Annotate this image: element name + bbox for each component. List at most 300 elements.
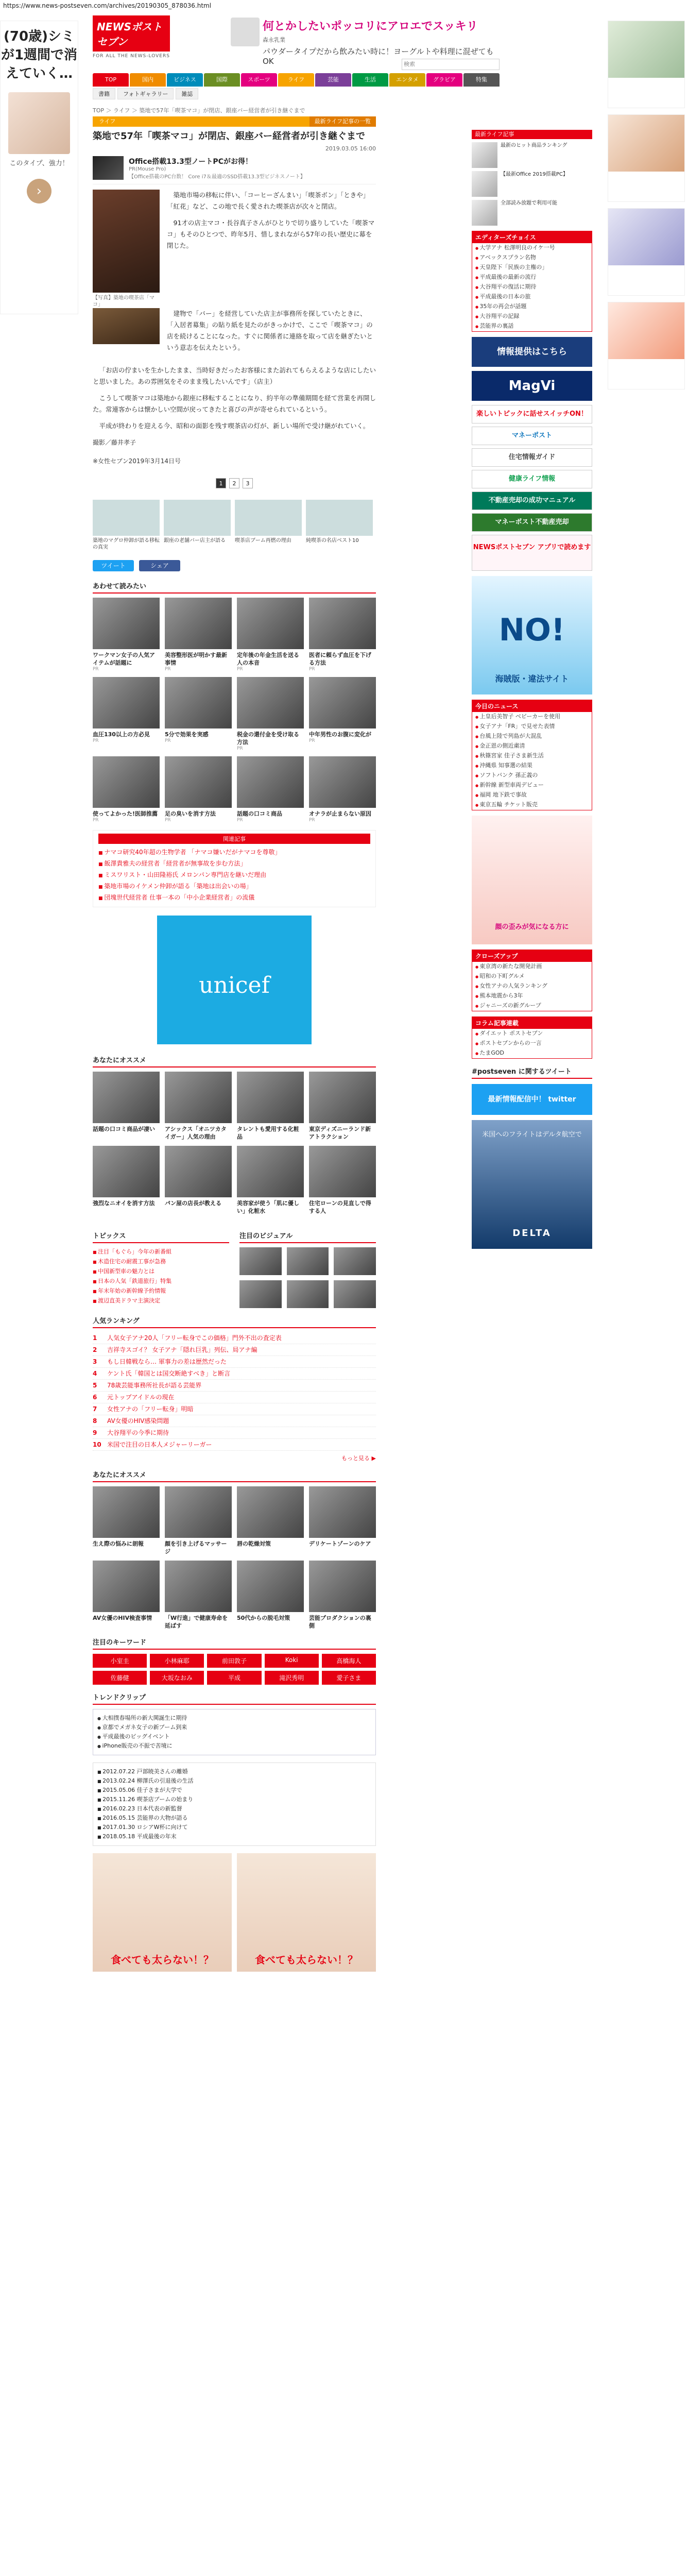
topic-link[interactable]: ■ 注目「もぐら」今年の新番組 [93, 1247, 229, 1257]
today-news-box [472, 700, 592, 810]
sidebar-mid-ad-text: 顔の歪みが気になる方に [495, 923, 569, 931]
sidebar-rank-item[interactable] [472, 142, 592, 168]
pr-link[interactable]: ■ 団塊世代経営者 仕事一本の「中小企業経営者」の流儀 [98, 892, 370, 904]
editor_items-item[interactable]: ● 天皇陛下「民族の主権の」 [472, 263, 592, 273]
grid-image [237, 598, 304, 649]
trend-title: トレンドクリップ [93, 1690, 376, 1705]
ranking-item[interactable] [93, 1392, 376, 1403]
article-source: ※女性セブン2019年3月14日号 [93, 457, 181, 465]
sub-nav [93, 88, 500, 99]
topic-link[interactable]: ■ 日本の人気「鉄道旅行」特集 [93, 1277, 229, 1286]
grid-item[interactable] [165, 756, 232, 823]
archive-item[interactable]: ■ 2013.02.24 柳澤氏の引退後の生活 [97, 1776, 371, 1786]
trend-item[interactable]: ● 大相撲春場所の新大関誕生に期待 [97, 1714, 371, 1723]
article-date: 2019.03.05 16:00 [325, 145, 376, 152]
recommend-grid [93, 598, 376, 823]
visual-image [334, 1280, 376, 1308]
ranking-item[interactable] [93, 1344, 376, 1356]
category-tab-current[interactable]: ライフ [99, 118, 116, 125]
ranking-item[interactable] [93, 1427, 376, 1439]
ranking-item[interactable] [93, 1415, 376, 1427]
archive-item[interactable]: ■ 2018.05.18 平成最後の年末 [97, 1832, 371, 1841]
keyword-tag[interactable]: Koki [265, 1654, 319, 1668]
rank-title: AV女優のHIV感染問題 [107, 1417, 169, 1425]
grid-title: AV女優のHIV検査事情 [93, 1615, 152, 1621]
nav-tab[interactable]: 特集 [463, 73, 500, 87]
related-image [306, 500, 373, 536]
sidebar-banner[interactable]: 健康ライフ情報 [472, 470, 592, 488]
grid-source: PR [309, 818, 315, 823]
sidebar-banner[interactable]: 住宅情報ガイド [472, 448, 592, 467]
info-banner[interactable]: 情報提供はこちら [472, 337, 592, 367]
nav-tab[interactable]: ライフ [278, 73, 314, 87]
nav-tab[interactable]: 芸能 [315, 73, 351, 87]
grid-image [237, 1561, 304, 1612]
grid-title: 生え際の悩みに朗報 [93, 1540, 144, 1547]
article-paragraph: こうして喫茶マコは築地から銀座に移転することになり、約半年の準備期間を経て営業を再開した。常連客からは懐かしい空間が戻ってきたと喜びの声が寄せられているという。 [93, 394, 376, 413]
today_items-item[interactable]: ● 台風上陸で列島が大混乱 [472, 732, 592, 741]
cloud_items-item[interactable]: ● ジャニーズの新グループ [472, 1001, 592, 1011]
today_items-item[interactable]: ● 福岡 地下鉄で事故 [472, 790, 592, 800]
search-input[interactable] [402, 59, 500, 70]
grid-item[interactable] [237, 1561, 304, 1630]
related-title: 喫茶店ブーム再燃の理由 [235, 538, 291, 544]
sidebar-rank-title: 全部読み放題で利用可能 [501, 200, 557, 206]
grid-item[interactable] [93, 598, 160, 672]
topic-link[interactable]: ■ 木造住宅の耐震工事が急務 [93, 1257, 229, 1267]
editor_items-item[interactable]: ● 大谷翔平の記録 [472, 312, 592, 321]
right-ad-4-image [608, 302, 684, 359]
archive-item[interactable]: ■ 2016.05.15 芸能界の大物が語る [97, 1814, 371, 1823]
grid-image [93, 677, 160, 728]
grid-image [165, 1072, 232, 1123]
grid-source: PR [309, 667, 315, 672]
keyword-tag[interactable]: 平成 [207, 1671, 261, 1685]
grid-title: アシックス「オニツカタイガー」人気の理由 [165, 1126, 227, 1140]
keyword-tag[interactable]: 高橋海人 [322, 1654, 376, 1668]
editor_items-item[interactable]: ● 大学アナ 松澤明良のイケ一号 [472, 243, 592, 253]
sidebar-rank-title: 【最新Office 2019搭載PC】 [501, 172, 568, 177]
cloud_items-item[interactable]: ● 東京湾の新たな開発計画 [472, 962, 592, 972]
byline: 撮影／藤井孝子 [93, 439, 136, 446]
rank-number: 9 [93, 1429, 97, 1436]
article-photo-row-2 [93, 308, 376, 359]
today_items-item[interactable]: ● 新幹線 新型車両デビュー [472, 781, 592, 790]
grid-image [165, 1486, 232, 1538]
related-item[interactable] [235, 500, 302, 551]
category-tab-ranking[interactable]: 最新ライフ記事の一覧 [309, 116, 376, 127]
rank-title: 女性アナの「フリー転身」明暗 [107, 1405, 194, 1413]
unicef-ad[interactable] [157, 916, 312, 1044]
subnav-item[interactable]: 書籍 [93, 88, 115, 99]
today_items-item[interactable]: ● 女子アナ「FR」で見せた表情 [472, 722, 592, 732]
grid-image [237, 677, 304, 728]
grid-image [309, 1486, 376, 1538]
grid-item[interactable] [309, 756, 376, 823]
related-title: 銀座の老舗バー店主が語る [164, 538, 226, 544]
right-side-ads [608, 21, 685, 396]
related-image [93, 500, 160, 536]
left-side-ad[interactable] [0, 21, 78, 314]
you-recommend-grid [93, 1072, 376, 1215]
ranking-item[interactable] [93, 1368, 376, 1380]
grid-item[interactable] [165, 1486, 232, 1555]
grid-title: 使ってよかった!医師推薦 [93, 810, 158, 817]
left-ad-sub: このタイプ、強力！ [9, 160, 69, 167]
archive-item[interactable]: ■ 2016.02.23 日本代表の新監督 [97, 1804, 371, 1814]
mortgage-banner[interactable]: 不動産売却の成功マニュアル [472, 492, 592, 510]
sidebar-rank-item[interactable] [472, 200, 592, 226]
site-logo[interactable] [93, 15, 170, 59]
article-body [93, 190, 376, 467]
cloud_items-item[interactable]: ● 熊本地震から3年 [472, 991, 592, 1001]
keyword-tag[interactable]: 前田敦子 [207, 1654, 261, 1668]
visual-item[interactable] [287, 1247, 329, 1275]
pr-link[interactable]: ■ 築地市場のイケメン仲卸が語る「築地は出会いの場」 [98, 881, 370, 892]
related-item[interactable] [164, 500, 231, 551]
you-recommend-title: あなたにオススメ [93, 1053, 376, 1067]
header-ad-image [231, 18, 260, 46]
grid-item[interactable] [309, 1146, 376, 1215]
header [93, 15, 500, 77]
sidebar-rank-image [472, 171, 497, 197]
archive-list [93, 1762, 376, 1846]
grid-item[interactable] [237, 1072, 304, 1141]
trend-item[interactable]: ● iPhone販売の不振で苦境に [97, 1741, 371, 1751]
today_items-item[interactable]: ● 沖縄県 知事選の結果 [472, 761, 592, 771]
article-paragraph: 建物で「バー」を経営していた店主が事務所を探していたときに、「入居者募集」の貼り紙を見たのがきっかけで、ここで「喫茶マコ」の店を続けることになった。すぐに関係者に連絡を取って店を継ぎたいという意志を伝えたという。 [167, 310, 373, 351]
sidebar-rank-item[interactable] [472, 171, 592, 197]
nav-tab[interactable]: TOP [93, 73, 129, 87]
rank-number: 4 [93, 1370, 97, 1377]
visual-image [334, 1247, 376, 1275]
keyword-tag[interactable]: 大坂なおみ [150, 1671, 204, 1685]
bottom-ad-2[interactable] [237, 1853, 376, 1972]
topics-section [93, 1223, 376, 1308]
keyword-tag[interactable]: 愛子さま [322, 1671, 376, 1685]
header-ad-title: 何とかしたいポッコリにアロエでスッキリ [263, 20, 478, 33]
sidebar-mid-ad[interactable] [472, 816, 592, 944]
url-bar[interactable]: https://www.news-postseven.com/archives/20190305_878036.html [3, 2, 212, 9]
grid-title: 話題の口コミ商品が凄い [93, 1126, 155, 1132]
sidebar-rank-image [472, 142, 497, 168]
grid-item[interactable] [165, 677, 232, 751]
grid-source: PR [93, 818, 99, 823]
ranking-item[interactable] [93, 1356, 376, 1368]
bottom-ad-title: 食べても太らない！？ [255, 1954, 358, 1966]
right-ad-4[interactable] [608, 302, 685, 389]
grid-title: 芸能プロダクションの裏側 [309, 1615, 371, 1629]
visual-item[interactable] [287, 1280, 329, 1308]
grid-title: デリケートゾーンのケア [309, 1540, 371, 1547]
grid-title: 話題の口コミ商品 [237, 810, 282, 817]
topic-link[interactable]: ■ 中国新型車の魅力とは [93, 1267, 229, 1277]
grid-item[interactable] [93, 1072, 160, 1141]
rank-title: 大谷翔平の今季に期待 [107, 1429, 169, 1436]
editor_items-item[interactable]: ● 芸能界の裏話 [472, 321, 592, 331]
header-ad[interactable] [263, 18, 500, 66]
nav-tab[interactable]: グラビア [426, 73, 462, 87]
page-container [93, 15, 591, 1966]
special-box [472, 1016, 592, 1059]
logo-text: NEWSポストセブン [93, 15, 170, 52]
bottom-ads [93, 1853, 376, 1972]
visual-item[interactable] [334, 1280, 376, 1308]
grid-item[interactable] [237, 1146, 304, 1215]
grid-image [165, 677, 232, 728]
keyword-tag[interactable]: 滝沢秀明 [265, 1671, 319, 1685]
app-banner[interactable]: NEWSポストセブン アプリで読めます [472, 535, 592, 571]
grid-title: 5分で効果を実感 [165, 731, 209, 738]
facebook-share-button[interactable]: シェア [139, 560, 180, 571]
article-photo-2[interactable] [93, 308, 160, 344]
grid-item[interactable] [309, 1561, 376, 1630]
pr-link[interactable]: ■ ミスワリスト・山田隆裕氏 メロンパン専門店を継いだ理由 [98, 870, 370, 881]
grid-item[interactable] [237, 677, 304, 751]
grid-image [309, 1072, 376, 1123]
rank-number: 8 [93, 1417, 97, 1425]
grid-image [237, 1486, 304, 1538]
grid-source: PR [309, 738, 315, 743]
today_items-item[interactable]: ● 秋篠宮家 佳子さま新生活 [472, 751, 592, 761]
trend-item[interactable]: ● 京都でメガネ女子の新ブーム到来 [97, 1723, 371, 1732]
special_items-item[interactable]: ● ダイエット ポストセブン [472, 1029, 592, 1039]
related-image [235, 500, 302, 536]
grid-item[interactable] [165, 1072, 232, 1141]
article-title: 築地で57年「喫茶マコ」が閉店、銀座バー経営者が引き継ぐまで [93, 131, 366, 142]
visual-image [287, 1280, 329, 1308]
left-ad-arrow-button[interactable]: › [27, 179, 51, 204]
related-item[interactable] [93, 500, 160, 551]
grid-image [93, 1561, 160, 1612]
category-tabs [93, 116, 376, 127]
visual-item[interactable] [334, 1247, 376, 1275]
nav-tab[interactable]: 国内 [130, 73, 166, 87]
closeup-box [472, 950, 592, 1011]
ranking-item[interactable] [93, 1380, 376, 1392]
pr-source: PR(Mouse Pro) [129, 166, 166, 172]
trend-item[interactable]: ● 平成最後のビッグイベント [97, 1732, 371, 1741]
special_items-item[interactable]: ● ポストセブンからの一言 [472, 1039, 592, 1048]
archive-item[interactable]: ■ 2012.07.22 戸部暁美さんの離婚 [97, 1767, 371, 1776]
grid-item[interactable] [93, 1486, 160, 1555]
grid-title: 50代からの脱毛対策 [237, 1615, 290, 1621]
you-recommend-grid-2 [93, 1486, 376, 1630]
grid-item[interactable] [93, 677, 160, 751]
grid-item[interactable] [165, 1561, 232, 1630]
topic-link[interactable]: ■ 渡辺直美ドラマ主演決定 [93, 1296, 229, 1306]
sidebar [472, 130, 592, 1254]
right-ad-2[interactable] [608, 114, 685, 202]
grid-title: 東京ディズニーランド新アトラクション [309, 1126, 371, 1140]
rank-number: 10 [93, 1441, 101, 1448]
pr-link[interactable]: ■ 飯澤貴雅夫の経営者「経営者が無事故を歩む方法」 [98, 858, 370, 870]
editor_items-item[interactable]: ● 平成最後の日本の旅 [472, 292, 592, 302]
editor_items-item[interactable]: ● 大谷翔平の復活に期待 [472, 282, 592, 292]
grid-image [165, 756, 232, 808]
pr-box[interactable] [93, 156, 376, 184]
grid-image [309, 756, 376, 808]
right-ad-3-image [608, 209, 684, 265]
right-ad-1[interactable] [608, 21, 685, 108]
grid-item[interactable] [309, 598, 376, 672]
grid-item[interactable] [237, 598, 304, 672]
editor_items-item[interactable]: ● アベックスプラン名物 [472, 253, 592, 263]
grid-item[interactable] [309, 677, 376, 751]
grid-image [93, 1072, 160, 1123]
grid-item[interactable] [309, 1486, 376, 1555]
photo-caption: 【写真】築地の喫茶店「マコ」 [93, 295, 154, 308]
archive-item[interactable]: ■ 2015.05.06 佳子さまが大学で [97, 1786, 371, 1795]
related-title: 純喫茶の名店ベスト10 [306, 538, 359, 544]
grid-title: 唇の乾燥対策 [237, 1540, 271, 1547]
grid-title: 足の臭いを消す方法 [165, 810, 216, 817]
ranking-item[interactable] [93, 1403, 376, 1415]
grid-image [309, 1146, 376, 1197]
magvi-banner[interactable]: MagVi [472, 371, 592, 401]
editor-choice-box [472, 231, 592, 332]
rank-number: 1 [93, 1334, 97, 1342]
archive-item[interactable]: ■ 2015.11.26 喫茶店ブームの始まり [97, 1795, 371, 1804]
grid-title: タレントも愛用する化粧品 [237, 1126, 299, 1140]
left-ad-headline: (70歳)シミが1週間で消えていく… [1, 29, 78, 81]
today_items-item[interactable]: ● 金正恩の側近粛清 [472, 741, 592, 751]
keyword-title: 注目のキーワード [93, 1635, 376, 1650]
page-1[interactable]: 1 [216, 478, 226, 488]
special-title: コラム記事連載 [472, 1017, 592, 1029]
grid-title: 定年後の年金生活を送る人の本音 [237, 652, 299, 666]
grid-image [309, 598, 376, 649]
topic-link[interactable]: ■ 年末年始の新幹線予約情報 [93, 1286, 229, 1296]
today-news-title: 今日のニュース [472, 700, 592, 712]
delta-ad[interactable] [472, 1120, 592, 1249]
pr-link[interactable]: ■ ナマコ研究40年超の生物学者 「ナマコ嫌いだがナマコを尊敬」 [98, 847, 370, 858]
delta-ad-text: 米国へのフライトはデルタ航空で [482, 1131, 582, 1139]
anti-piracy-no: NO! [498, 612, 565, 648]
twitter-banner[interactable]: 最新情報配信中！ twitter [472, 1084, 592, 1115]
related-title: 築地のマグロ仲卸が語る移転の真実 [93, 538, 160, 550]
cloud_items-item[interactable]: ● 昭和の下町グルメ [472, 972, 592, 981]
visual-item[interactable] [239, 1280, 282, 1308]
page-2[interactable]: 2 [229, 478, 239, 488]
ranking-item[interactable] [93, 1332, 376, 1344]
grid-image [93, 598, 160, 649]
editor_items-item[interactable]: ● 平成最後の最新の流行 [472, 273, 592, 282]
sidebar-banner[interactable]: 楽しいトピックに話せスイッチON！ [472, 405, 592, 423]
sidebar-rank-image [472, 200, 497, 226]
rank-title: 吉祥寺スゴイ？ 女子アナ「隠れ巨乳」列伝、局アナ編 [107, 1346, 257, 1353]
grid-image [309, 1561, 376, 1612]
related-image [164, 500, 231, 536]
grid-image [237, 1146, 304, 1197]
grid-item[interactable] [93, 1146, 160, 1215]
nav-tab[interactable]: ビジネス [167, 73, 203, 87]
main-content [93, 130, 376, 1972]
grid-title: 「W行進」で健康寿命を延ばす [165, 1615, 228, 1629]
bottom-ad-1[interactable] [93, 1853, 232, 1972]
keyword-tag[interactable]: 佐藤健 [93, 1671, 147, 1685]
trend-box [93, 1709, 376, 1755]
grid-item[interactable] [93, 756, 160, 823]
grid-source: PR [93, 738, 99, 743]
grid-source: PR [93, 667, 99, 672]
rank-title: もし日韓戦なら… 軍事力の差は歴然だった [107, 1358, 227, 1365]
right-ad-1-image [608, 21, 684, 78]
related-item[interactable] [306, 500, 373, 551]
ranking-item[interactable] [93, 1439, 376, 1451]
ranking-title: 人気ランキング [93, 1313, 376, 1328]
grid-image [93, 1486, 160, 1538]
more-link[interactable]: もっと見る ▶ [341, 1455, 376, 1462]
grid-item[interactable] [165, 598, 232, 672]
special_items-item[interactable]: ● たまGOD [472, 1048, 592, 1058]
nav-tab[interactable]: エンタメ [389, 73, 425, 87]
twitter-share-button[interactable]: ツイート [93, 560, 134, 571]
nav-tab[interactable]: 生活 [352, 73, 388, 87]
article-paragraph: 築地市場の移転に伴い、「コーヒーざんまい」「喫茶ボン」「ときや」「紅花」など、この地で長く愛された喫茶店が次々と閉店。 [167, 191, 370, 210]
subnav-item[interactable]: 雑誌 [176, 88, 198, 99]
grid-item[interactable] [309, 1072, 376, 1141]
today_items-item[interactable]: ● ソフトバンク 孫正義の [472, 771, 592, 781]
grid-item[interactable] [165, 1146, 232, 1215]
anti-piracy-ad[interactable] [472, 576, 592, 694]
keyword-tag[interactable]: 小林麻耶 [150, 1654, 204, 1668]
sidebar-banner[interactable]: マネーポスト [472, 427, 592, 445]
visual-item[interactable] [239, 1247, 282, 1275]
pr-title: Office搭載13.3型ノートPCがお得！ [129, 158, 252, 166]
moneypost-banner[interactable]: マネーポスト不動産売却 [472, 513, 592, 532]
page-3[interactable]: 3 [243, 478, 253, 488]
grid-source: PR [165, 738, 171, 743]
editor_items-item[interactable]: ● 35年の再会が話題 [472, 302, 592, 312]
pr-links [93, 830, 376, 907]
article-paragraph: 「お店の佇まいを生かしたまま、当時好きだったお客様にまた訪れてもらえるような店にしたいと思いました。あの雰囲気をそのまま残したいんです」（店主） [93, 366, 376, 385]
grid-item[interactable] [237, 756, 304, 823]
nav-tab[interactable]: 国際 [204, 73, 240, 87]
rank-number: 7 [93, 1405, 97, 1413]
rank-title: 78歳芸能事務所社長が語る芸能界 [107, 1382, 202, 1389]
editor-choice-title: エディターズチョイス [472, 231, 592, 243]
grid-title: 住宅ローンの見直しで得する人 [309, 1200, 371, 1214]
today_items-item[interactable]: ● 東京五輪 チケット販売 [472, 800, 592, 810]
share-buttons [93, 560, 376, 571]
anti-piracy-text: 海賊版・違法サイト [495, 674, 569, 684]
grid-source: PR [237, 818, 243, 823]
bottom-ad-title: 食べても太らない！？ [111, 1954, 214, 1966]
grid-image [165, 1561, 232, 1612]
related-thumbs [93, 500, 376, 551]
breadcrumb: TOP ＞ ライフ ＞ 築地で57年「喫茶マコ」が閉店、銀座バー経営者が引き継ぐまで [93, 107, 305, 114]
article-photo[interactable] [93, 190, 160, 308]
today_items-item[interactable]: ● 上皇后美智子 ベビーカーを使用 [472, 712, 592, 722]
you-recommend2-title: あなたにオススメ [93, 1467, 376, 1482]
archive-item[interactable]: ■ 2017.01.30 ロシアW杯に向けて [97, 1823, 371, 1832]
nav-tab[interactable]: スポーツ [241, 73, 277, 87]
topics-title: トピックス [93, 1228, 229, 1243]
keyword-tag[interactable]: 小室圭 [93, 1654, 147, 1668]
right-ad-3[interactable] [608, 208, 685, 296]
cloud_items-item[interactable]: ● 女性アナの人気ランキング [472, 981, 592, 991]
grid-image [165, 598, 232, 649]
grid-title: 強烈なニオイを消す方法 [93, 1200, 155, 1207]
pr-links-title: 関連記事 [98, 834, 370, 844]
grid-source: PR [237, 667, 243, 672]
grid-item[interactable] [93, 1561, 160, 1630]
rank-number: 3 [93, 1358, 97, 1365]
subnav-item[interactable]: フォトギャラリー [117, 88, 174, 99]
pr-image [93, 156, 124, 180]
grid-item[interactable] [237, 1486, 304, 1555]
